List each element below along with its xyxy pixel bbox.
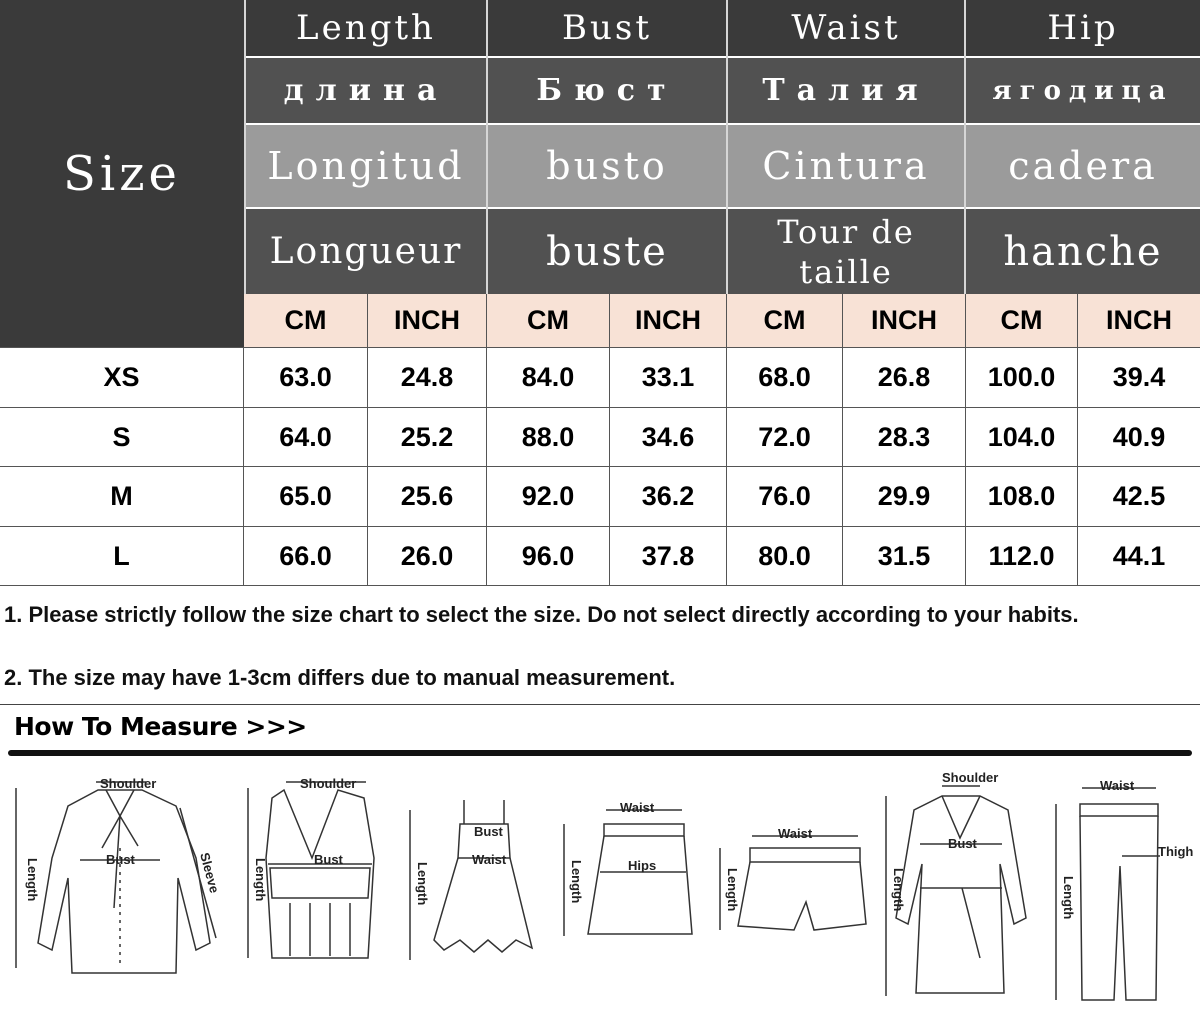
size-cell: M (0, 467, 244, 526)
value-cell: 25.6 (368, 467, 487, 526)
value-cell: 28.3 (843, 408, 966, 466)
header-ru-hip: ягодица (966, 58, 1200, 123)
bust-label: Bust (948, 836, 977, 851)
unit-cell: INCH (610, 294, 727, 347)
size-header-cell (0, 0, 244, 348)
header-divider (244, 0, 246, 294)
bust-label: Bust (314, 852, 343, 867)
length-label: Length (891, 868, 906, 912)
waist-label: Waist (1100, 778, 1135, 793)
length-label: Length (569, 860, 584, 904)
shoulder-label: Shoulder (100, 776, 157, 791)
length-label: Length (415, 862, 430, 906)
row-divider (0, 585, 1200, 586)
how-to-measure-rule (8, 750, 1192, 756)
header-divider (726, 0, 728, 294)
value-cell: 64.0 (244, 408, 368, 466)
unit-cell: INCH (1078, 294, 1200, 347)
value-cell: 104.0 (966, 408, 1078, 466)
header-es-length: Longitud (246, 125, 486, 207)
value-cell: 29.9 (843, 467, 966, 526)
value-cell: 68.0 (727, 348, 843, 407)
header-ru-length: длина (246, 58, 486, 123)
header-fr-waist: Tour de taille (728, 209, 964, 294)
value-cell: 40.9 (1078, 408, 1200, 466)
value-cell: 80.0 (727, 527, 843, 585)
shoulder-label: Shoulder (300, 776, 357, 791)
length-label: Length (253, 858, 268, 902)
unit-cell: INCH (368, 294, 487, 347)
sleeve-label: Sleeve (197, 850, 223, 895)
value-cell: 31.5 (843, 527, 966, 585)
unit-cell: CM (966, 294, 1078, 347)
header-divider (486, 0, 488, 294)
section-divider (0, 704, 1200, 705)
header-en-bust: Bust (488, 0, 726, 56)
header-es-hip: cadera (966, 125, 1200, 207)
row-divider (0, 526, 1200, 527)
length-label: Length (25, 858, 40, 902)
value-cell: 96.0 (487, 527, 610, 585)
value-cell: 63.0 (244, 348, 368, 407)
value-cell: 33.1 (610, 348, 727, 407)
value-cell: 37.8 (610, 527, 727, 585)
header-es-bust: busto (488, 125, 726, 207)
header-ru-bust: Бюст (488, 58, 726, 123)
size-cell: S (0, 408, 244, 466)
header-fr-hip: hanche (966, 209, 1200, 294)
note-1: 1. Please strictly follow the size chart to select the size. Do not select directly according to your habits. (4, 602, 1079, 627)
value-cell: 92.0 (487, 467, 610, 526)
waist-label: Waist (778, 826, 813, 841)
shorts-sketch (710, 818, 870, 948)
value-cell: 39.4 (1078, 348, 1200, 407)
value-cell: 88.0 (487, 408, 610, 466)
header-ru-waist: Талия (728, 58, 964, 123)
bust-label: Bust (106, 852, 135, 867)
dress-sketch (404, 790, 544, 980)
size-cell: L (0, 527, 244, 585)
value-cell: 25.2 (368, 408, 487, 466)
row-divider (0, 407, 1200, 408)
note-2: 2. The size may have 1-3cm differs due to manual measurement. (4, 665, 676, 690)
value-cell: 100.0 (966, 348, 1078, 407)
value-cell: 36.2 (610, 467, 727, 526)
blouse-sketch (10, 768, 232, 1000)
trousers-sketch (1046, 776, 1196, 1006)
length-label: Length (725, 868, 740, 912)
waist-label: Waist (472, 852, 507, 867)
hips-label: Hips (628, 858, 657, 873)
size-cell: XS (0, 348, 244, 407)
unit-cell: CM (487, 294, 610, 347)
header-en-length: Length (246, 0, 486, 56)
row-divider (0, 466, 1200, 467)
value-cell: 24.8 (368, 348, 487, 407)
waist-label: Waist (620, 800, 655, 815)
header-divider (964, 0, 966, 294)
header-fr-bust: buste (488, 209, 726, 294)
value-cell: 26.0 (368, 527, 487, 585)
how-to-measure-title: How To Measure >>> (14, 712, 307, 741)
value-cell: 66.0 (244, 527, 368, 585)
value-cell: 76.0 (727, 467, 843, 526)
size-header-label: Size (63, 146, 181, 202)
unit-cell: INCH (843, 294, 966, 347)
value-cell: 42.5 (1078, 467, 1200, 526)
value-cell: 65.0 (244, 467, 368, 526)
value-cell: 72.0 (727, 408, 843, 466)
value-cell: 112.0 (966, 527, 1078, 585)
value-cell: 34.6 (610, 408, 727, 466)
row-divider (0, 347, 1200, 348)
header-en-hip: Hip (966, 0, 1200, 56)
value-cell: 26.8 (843, 348, 966, 407)
length-label: Length (1061, 876, 1076, 920)
skirt-sketch (556, 796, 696, 946)
unit-cell: CM (727, 294, 843, 347)
header-en-waist: Waist (728, 0, 964, 56)
vest-sketch (242, 768, 392, 1000)
bust-label: Bust (474, 824, 503, 839)
shoulder-label: Shoulder (942, 770, 999, 785)
thigh-label: Thigh (1158, 844, 1194, 859)
header-es-waist: Cintura (728, 125, 964, 207)
unit-cell: CM (244, 294, 368, 347)
value-cell: 84.0 (487, 348, 610, 407)
coat-sketch (880, 768, 1040, 1008)
value-cell: 44.1 (1078, 527, 1200, 585)
value-cell: 108.0 (966, 467, 1078, 526)
header-fr-length: Longueur (246, 209, 486, 294)
